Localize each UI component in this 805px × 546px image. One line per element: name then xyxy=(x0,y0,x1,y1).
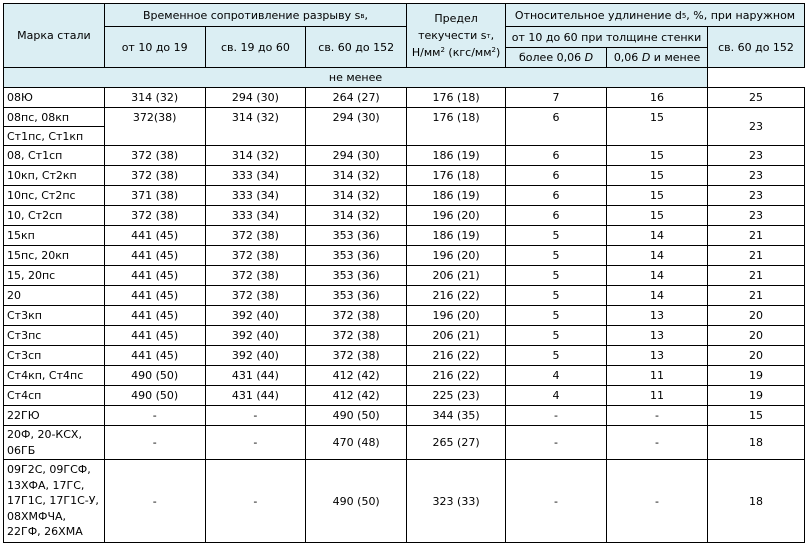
grade-cell: Ст1пс, Ст1кп xyxy=(4,127,105,146)
tensile-cell: - xyxy=(205,426,306,460)
elong-cell: 14 xyxy=(607,286,708,306)
elong-cell: 19 xyxy=(708,366,805,386)
header-yield: Предел текучести $s_т$, $Н/мм^2$ $(кгс/мм^2)$ xyxy=(407,4,506,68)
table-row xyxy=(4,366,805,386)
grade-cell: Ст4сп xyxy=(4,386,105,406)
grade-cell: 10, Ст2сп xyxy=(4,206,105,226)
header-grade: Марка стали xyxy=(4,4,105,68)
tensile-cell: 333 (34) xyxy=(205,166,306,186)
tensile-cell: 353 (36) xyxy=(306,266,407,286)
grade-cell: 10кп, Ст2кп xyxy=(4,166,105,186)
elong-cell: 25 xyxy=(708,88,805,108)
elong-cell: 23 xyxy=(708,108,805,146)
elong-cell: 19 xyxy=(708,386,805,406)
yield-cell: 196 (20) xyxy=(407,306,506,326)
elong-cell: 4 xyxy=(506,386,607,406)
yield-cell: 206 (21) xyxy=(407,266,506,286)
tensile-cell: 392 (40) xyxy=(205,326,306,346)
yield-cell: 206 (21) xyxy=(407,326,506,346)
tensile-cell: 314 (32) xyxy=(306,186,407,206)
elong-cell: 15 xyxy=(607,206,708,226)
elong-cell: 6 xyxy=(506,166,607,186)
grade-cell: 10пс, Ст2пс xyxy=(4,186,105,206)
yield-cell: 265 (27) xyxy=(407,426,506,460)
tensile-cell: 372 (38) xyxy=(306,306,407,326)
tensile-cell: 372 (38) xyxy=(104,146,205,166)
tensile-cell: 431 (44) xyxy=(205,366,306,386)
yield-cell: 176 (18) xyxy=(407,88,506,108)
tensile-cell: 441 (45) xyxy=(104,246,205,266)
elong-cell: 18 xyxy=(708,460,805,543)
elong-cell: 18 xyxy=(708,426,805,460)
tensile-cell: 372 (38) xyxy=(306,346,407,366)
tensile-cell: 314 (32) xyxy=(205,108,306,146)
grade-cell: 15пс, 20кп xyxy=(4,246,105,266)
tensile-cell: 490 (50) xyxy=(104,386,205,406)
tensile-cell: 412 (42) xyxy=(306,386,407,406)
tensile-cell: 490 (50) xyxy=(306,406,407,426)
elong-cell: - xyxy=(607,426,708,460)
header-elongation: Относительное удлинение $d_5$, %, при наружном xyxy=(506,4,805,27)
header-elong-more: более 0,06 D xyxy=(506,48,607,68)
yield-cell: 344 (35) xyxy=(407,406,506,426)
grade-cell: 08пс, 08кп xyxy=(4,108,105,127)
tensile-cell: 314 (32) xyxy=(306,166,407,186)
table-row xyxy=(4,460,805,543)
elong-cell: 23 xyxy=(708,186,805,206)
elong-cell: 5 xyxy=(506,306,607,326)
tensile-cell: 441 (45) xyxy=(104,226,205,246)
tensile-cell: 490 (50) xyxy=(104,366,205,386)
elong-cell: 15 xyxy=(607,166,708,186)
tensile-cell: - xyxy=(104,406,205,426)
elong-cell: 13 xyxy=(607,306,708,326)
grade-cell: 08Ю xyxy=(4,88,105,108)
tensile-cell: - xyxy=(205,460,306,543)
elong-cell: - xyxy=(607,406,708,426)
tensile-cell: 441 (45) xyxy=(104,346,205,366)
tensile-cell: 412 (42) xyxy=(306,366,407,386)
elong-cell: 6 xyxy=(506,206,607,226)
grade-cell: Ст4кп, Ст4пс xyxy=(4,366,105,386)
tensile-cell: 371 (38) xyxy=(104,186,205,206)
grade-cell: 08, Ст1сп xyxy=(4,146,105,166)
grade-cell: 15, 20пс xyxy=(4,266,105,286)
elong-cell: 15 xyxy=(607,146,708,166)
tensile-cell: - xyxy=(104,460,205,543)
elong-cell: 20 xyxy=(708,346,805,366)
grade-cell: 20Ф, 20-КСХ, 06ГБ xyxy=(4,426,105,460)
table-row xyxy=(4,346,805,366)
yield-cell: 186 (19) xyxy=(407,146,506,166)
grade-cell: Ст3пс xyxy=(4,326,105,346)
table-row xyxy=(4,426,805,460)
grade-cell: 15кп xyxy=(4,226,105,246)
elong-cell: 5 xyxy=(506,286,607,306)
yield-cell: 323 (33) xyxy=(407,460,506,543)
steel-properties-table-wrapper xyxy=(3,3,805,543)
yield-cell: 176 (18) xyxy=(407,166,506,186)
elong-cell: 21 xyxy=(708,286,805,306)
elong-cell: 5 xyxy=(506,246,607,266)
tensile-cell: 353 (36) xyxy=(306,246,407,266)
header-min: не менее xyxy=(4,68,708,88)
tensile-cell: 372 (38) xyxy=(306,326,407,346)
header-elong-wall: от 10 до 60 при толщине стенки xyxy=(506,27,708,48)
tensile-cell: 441 (45) xyxy=(104,266,205,286)
elong-cell: 21 xyxy=(708,246,805,266)
table-row xyxy=(4,166,805,186)
header-tensile-range-2: св. 19 до 60 xyxy=(205,27,306,68)
elong-cell: 15 xyxy=(708,406,805,426)
table-row xyxy=(4,286,805,306)
tensile-cell: 490 (50) xyxy=(306,460,407,543)
yield-cell: 186 (19) xyxy=(407,186,506,206)
tensile-cell: 441 (45) xyxy=(104,326,205,346)
elong-cell: 13 xyxy=(607,326,708,346)
tensile-cell: 264 (27) xyxy=(306,88,407,108)
tensile-cell: 353 (36) xyxy=(306,226,407,246)
tensile-cell: 470 (48) xyxy=(306,426,407,460)
elong-cell: 16 xyxy=(607,88,708,108)
elong-cell: 6 xyxy=(506,186,607,206)
tensile-cell: 441 (45) xyxy=(104,306,205,326)
table-row xyxy=(4,246,805,266)
yield-cell: 196 (20) xyxy=(407,246,506,266)
table-row xyxy=(4,386,805,406)
table-row xyxy=(4,266,805,286)
tensile-cell: 372 (38) xyxy=(205,286,306,306)
tensile-cell: 392 (40) xyxy=(205,346,306,366)
elong-cell: 11 xyxy=(607,366,708,386)
tensile-cell: 294 (30) xyxy=(306,146,407,166)
elong-cell: 14 xyxy=(607,246,708,266)
elong-cell: - xyxy=(506,460,607,543)
header-elong-less: 0,06 D и менее xyxy=(607,48,708,68)
elong-cell: 5 xyxy=(506,226,607,246)
header-elong-over: св. 60 до 152 xyxy=(708,27,805,68)
yield-cell: 225 (23) xyxy=(407,386,506,406)
grade-cell: 09Г2С, 09ГСФ, 13ХФА, 17ГС, 17Г1С, 17Г1С-У, 08ХМФЧА, 22ГФ, 26ХМА xyxy=(4,460,105,543)
elong-cell: 11 xyxy=(607,386,708,406)
elong-cell: 4 xyxy=(506,366,607,386)
table-row xyxy=(4,326,805,346)
tensile-cell: 441 (45) xyxy=(104,286,205,306)
elong-cell: 15 xyxy=(607,186,708,206)
elong-cell: 23 xyxy=(708,146,805,166)
tensile-cell: 314 (32) xyxy=(104,88,205,108)
elong-cell: 6 xyxy=(506,146,607,166)
elong-cell: 5 xyxy=(506,326,607,346)
grade-cell: 22ГЮ xyxy=(4,406,105,426)
tensile-cell: 372 (38) xyxy=(104,166,205,186)
grade-cell: Ст3сп xyxy=(4,346,105,366)
tensile-cell: 333 (34) xyxy=(205,206,306,226)
tensile-cell: 294 (30) xyxy=(205,88,306,108)
grade-cell: 20 xyxy=(4,286,105,306)
yield-cell: 216 (22) xyxy=(407,346,506,366)
elong-cell: 13 xyxy=(607,346,708,366)
elong-cell: 20 xyxy=(708,326,805,346)
elong-cell: 23 xyxy=(708,206,805,226)
yield-cell: 216 (22) xyxy=(407,286,506,306)
table-row xyxy=(4,306,805,326)
header-tensile-range-1: от 10 до 19 xyxy=(104,27,205,68)
tensile-cell: 314 (32) xyxy=(205,146,306,166)
yield-cell: 196 (20) xyxy=(407,206,506,226)
elong-cell: 7 xyxy=(506,88,607,108)
elong-cell: 5 xyxy=(506,266,607,286)
elong-cell: 5 xyxy=(506,346,607,366)
tensile-cell: 333 (34) xyxy=(205,186,306,206)
tensile-cell: 372 (38) xyxy=(205,226,306,246)
elong-cell: 23 xyxy=(708,166,805,186)
tensile-cell: 353 (36) xyxy=(306,286,407,306)
elong-cell: - xyxy=(506,406,607,426)
header-tensile: Временное сопротивление разрыву $s_в$, xyxy=(104,4,406,27)
tensile-cell: - xyxy=(104,426,205,460)
table-row xyxy=(4,226,805,246)
elong-cell: - xyxy=(506,426,607,460)
table-row xyxy=(4,146,805,166)
tensile-cell: 372(38) xyxy=(104,108,205,146)
yield-cell: 176 (18) xyxy=(407,108,506,146)
tensile-cell: - xyxy=(205,406,306,426)
elong-cell: 20 xyxy=(708,306,805,326)
table-row xyxy=(4,88,805,108)
tensile-cell: 314 (32) xyxy=(306,206,407,226)
tensile-cell: 392 (40) xyxy=(205,306,306,326)
table-row xyxy=(4,108,805,127)
yield-cell: 186 (19) xyxy=(407,226,506,246)
tensile-cell: 372 (38) xyxy=(205,266,306,286)
tensile-cell: 294 (30) xyxy=(306,108,407,146)
elong-cell: 6 xyxy=(506,108,607,146)
elong-cell: 21 xyxy=(708,226,805,246)
elong-cell: 14 xyxy=(607,266,708,286)
elong-cell: 15 xyxy=(607,108,708,146)
tensile-cell: 372 (38) xyxy=(104,206,205,226)
steel-properties-table xyxy=(3,3,805,543)
yield-cell: 216 (22) xyxy=(407,366,506,386)
tensile-cell: 372 (38) xyxy=(205,246,306,266)
table-row xyxy=(4,186,805,206)
elong-cell: 21 xyxy=(708,266,805,286)
grade-cell: Ст3кп xyxy=(4,306,105,326)
header-tensile-range-3: св. 60 до 152 xyxy=(306,27,407,68)
elong-cell: - xyxy=(607,460,708,543)
tensile-cell: 431 (44) xyxy=(205,386,306,406)
elong-cell: 14 xyxy=(607,226,708,246)
table-row xyxy=(4,206,805,226)
table-row xyxy=(4,406,805,426)
